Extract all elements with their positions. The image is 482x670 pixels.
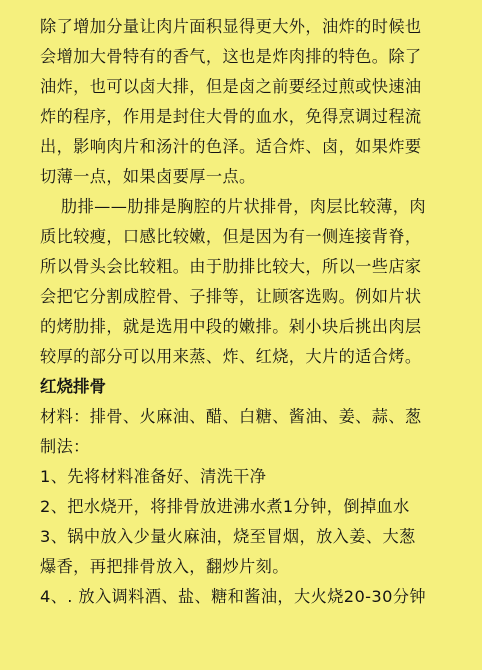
text-line: 质比较瘦，口感比较嫩，但是因为有一侧连接背脊， [40, 227, 422, 246]
ingredients-line: 材料：排骨、火麻油、醋、白糖、酱油、姜、蒜、葱 [40, 407, 422, 426]
text-line: 会增加大骨特有的香气，这也是炸肉排的特色。除了 [40, 47, 422, 66]
text-line: 的烤肋排，就是选用中段的嫩排。剁小块后挑出肉层 [40, 317, 422, 336]
text-line: 除了增加分量让肉片面积显得更大外，油炸的时候也 [40, 17, 422, 36]
text-line: 肋排——肋排是胸腔的片状排骨，肉层比较薄，肉 [61, 197, 426, 216]
text-line: 较厚的部分可以用来蒸、炸、红烧，大片的适合烤。 [40, 347, 422, 366]
recipe-step: 爆香，再把排骨放入，翻炒片刻。 [40, 557, 289, 576]
text-line: 炸的程序，作用是封住大骨的血水，免得烹调过程流 [40, 107, 422, 126]
text-line: 切薄一点，如果卤要厚一点。 [40, 167, 256, 186]
method-label: 制法： [40, 437, 90, 456]
recipe-title: 红烧排骨 [40, 377, 106, 396]
text-line: 所以骨头会比较粗。由于肋排比较大，所以一些店家 [40, 257, 422, 276]
recipe-step: 4、. 放入调料酒、盐、糖和酱油，大火烧20-30分钟 [40, 587, 426, 606]
recipe-step: 3、锅中放入少量火麻油，烧至冒烟，放入姜、大葱 [40, 527, 416, 546]
recipe-step: 2、把水烧开，将排骨放进沸水煮1分钟，倒掉血水 [40, 497, 410, 516]
text-line: 油炸，也可以卤大排，但是卤之前要经过煎或快速油 [40, 77, 422, 96]
recipe-step: 1、先将材料准备好、清洗干净 [40, 467, 267, 486]
text-line: 出，影响肉片和汤汁的色泽。适合炸、卤，如果炸要 [40, 137, 422, 156]
text-line: 会把它分割成腔骨、子排等，让顾客选购。例如片状 [40, 287, 422, 306]
